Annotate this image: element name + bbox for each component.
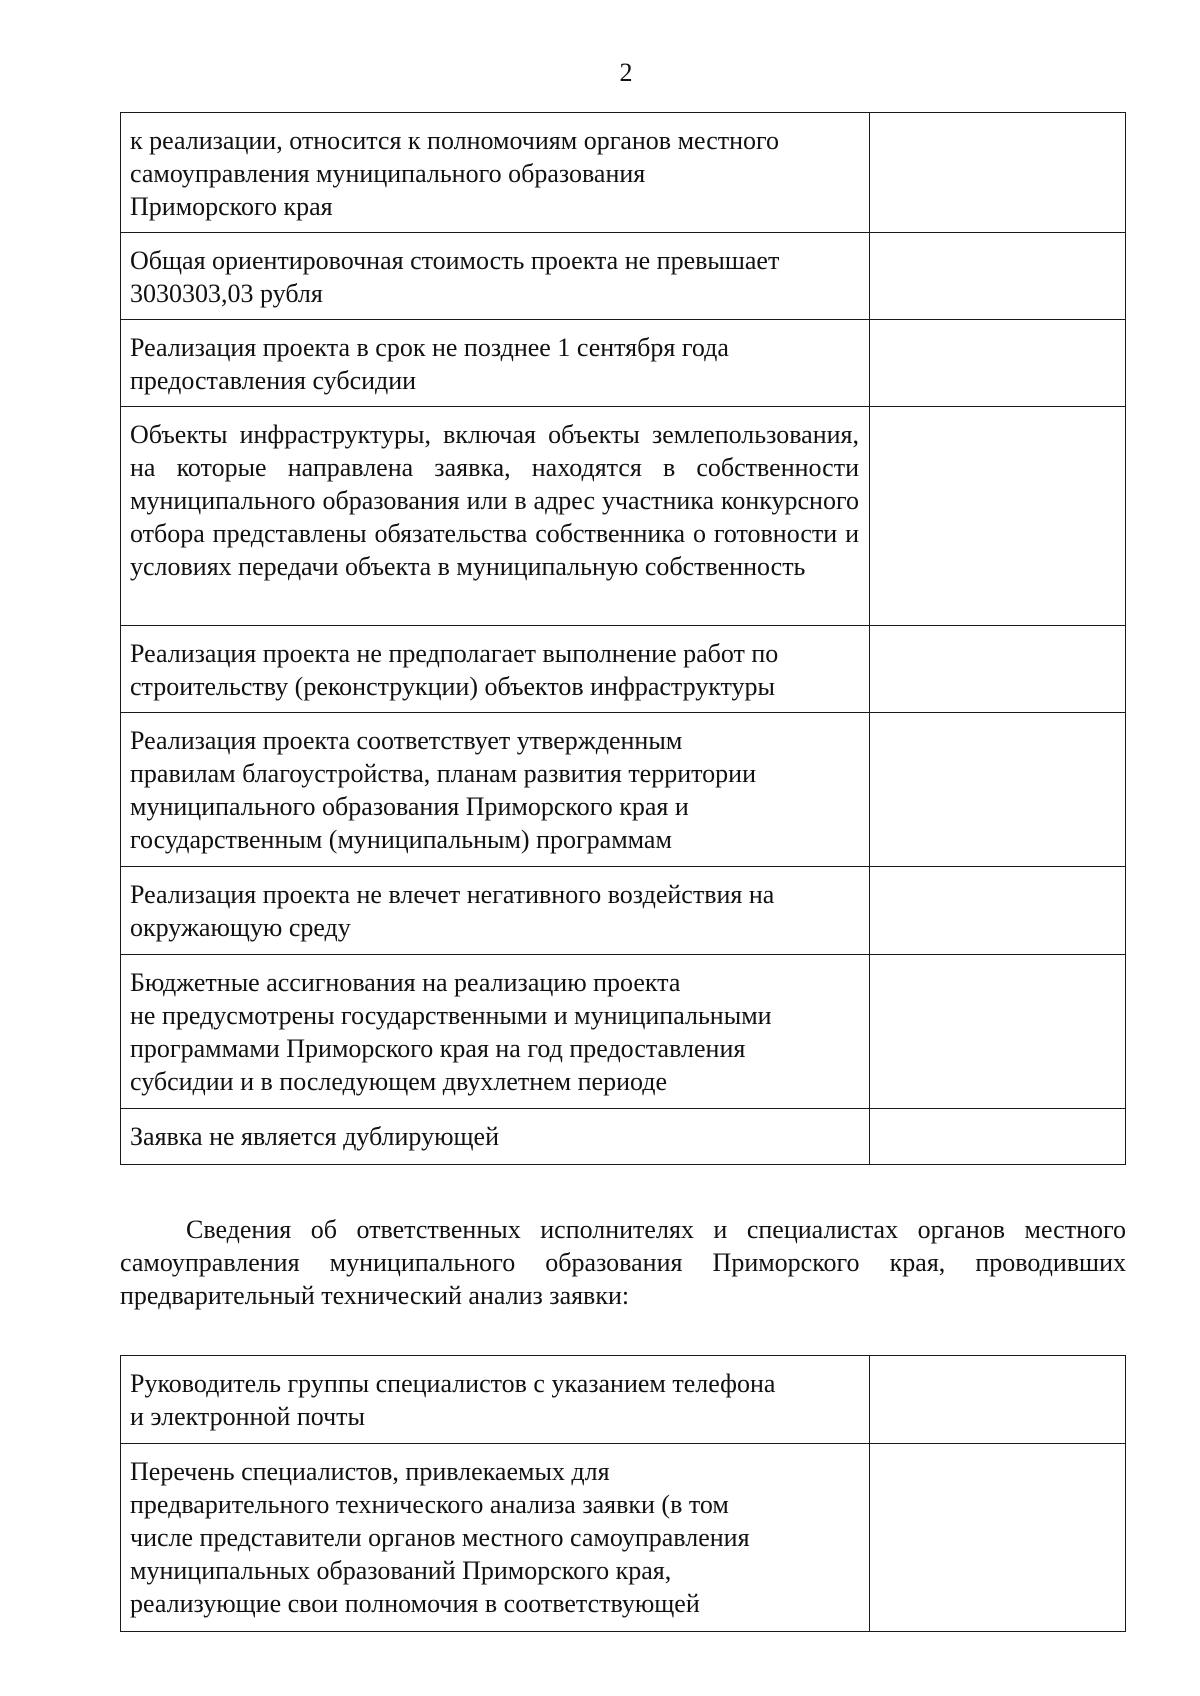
- table-row: [121, 113, 1126, 233]
- criterion-label: Реализация проекта не предполагает выполнение работ по строительству (реконструкции) объектов инфраструктуры: [130, 639, 779, 701]
- criterion-text: [121, 320, 870, 407]
- responsible-text: [121, 1444, 870, 1632]
- criterion-text: [121, 713, 870, 867]
- criterion-text: [121, 955, 870, 1109]
- table-row: [121, 320, 1126, 407]
- info-paragraph: [120, 1213, 1126, 1312]
- criterion-value-cell[interactable]: [870, 955, 1126, 1109]
- responsible-label: Перечень специалистов, привлекаемых для предварительного технического анализа заявки (в том числе представители органов местного самоуправления муниципальных образований Приморского края, реализующие свои полномочия в соответствующей: [130, 1457, 750, 1618]
- responsible-value-cell[interactable]: [870, 1356, 1126, 1444]
- criterion-value-cell[interactable]: [870, 626, 1126, 713]
- criterion-label: Общая ориентировочная стоимость проекта не превышает 3030303,03 рубля: [130, 246, 780, 308]
- criterion-label: Реализация проекта не влечет негативного воздействия на окружающую среду: [130, 880, 775, 942]
- criterion-value-cell[interactable]: [870, 1109, 1126, 1165]
- responsible-label: Руководитель группы специалистов с указанием телефона и электронной почты: [130, 1369, 776, 1431]
- criterion-text: [121, 1109, 870, 1165]
- criterion-value-cell[interactable]: [870, 320, 1126, 407]
- criterion-label: Реализация проекта соответствует утвержденным правилам благоустройства, планам развития территории муниципального образования Приморского края и государственным (муниципальным) программам: [130, 726, 756, 854]
- criterion-text: [121, 867, 870, 955]
- info-paragraph-text: Сведения об ответственных исполнителях и специалистах органов местного самоуправления муниципального образования Приморского края, проводивших предварительный технический анализ заявки:: [120, 1215, 1126, 1310]
- table-row: [121, 713, 1126, 867]
- table-row: [121, 407, 1126, 626]
- responsible-table: [120, 1355, 1126, 1632]
- criterion-text: [121, 626, 870, 713]
- criterion-label: Реализация проекта в срок не позднее 1 сентября года предоставления субсидии: [130, 333, 729, 395]
- table-row: [121, 867, 1126, 955]
- table-row: [121, 626, 1126, 713]
- criterion-value-cell[interactable]: [870, 867, 1126, 955]
- table-row: [121, 955, 1126, 1109]
- criterion-label: к реализации, относится к полномочиям органов местного самоуправления муниципального образования Приморского края: [130, 126, 780, 221]
- responsible-value-cell[interactable]: [870, 1444, 1126, 1632]
- criterion-value-cell[interactable]: [870, 713, 1126, 867]
- criterion-text: [121, 113, 870, 233]
- responsible-text: [121, 1356, 870, 1444]
- criterion-value-cell[interactable]: [870, 407, 1126, 626]
- table-row: [121, 1109, 1126, 1165]
- table-row: [121, 1444, 1126, 1632]
- criterion-value-cell[interactable]: [870, 113, 1126, 233]
- criterion-text: [121, 407, 870, 626]
- criteria-table: [120, 112, 1126, 1165]
- criterion-text: [121, 233, 870, 320]
- criterion-label: Объекты инфраструктуры, включая объекты землепользования, на которые направлена заявка, находятся в собственности муниципального образования или в адрес участника конкурсного отбора представлены обязательства собственника о готовности и условиях передачи объекта в муниципальную собственность: [130, 420, 859, 581]
- page-number: 2: [619, 58, 633, 87]
- criterion-label: Заявка не является дублирующей: [130, 1122, 499, 1151]
- criterion-value-cell[interactable]: [870, 233, 1126, 320]
- table-row: [121, 233, 1126, 320]
- criterion-label: Бюджетные ассигнования на реализацию проекта не предусмотрены государственными и муниципальными программами Приморского края на год предоставления субсидии и в последующем двухлетнем периоде: [130, 968, 772, 1096]
- table-row: [121, 1356, 1126, 1444]
